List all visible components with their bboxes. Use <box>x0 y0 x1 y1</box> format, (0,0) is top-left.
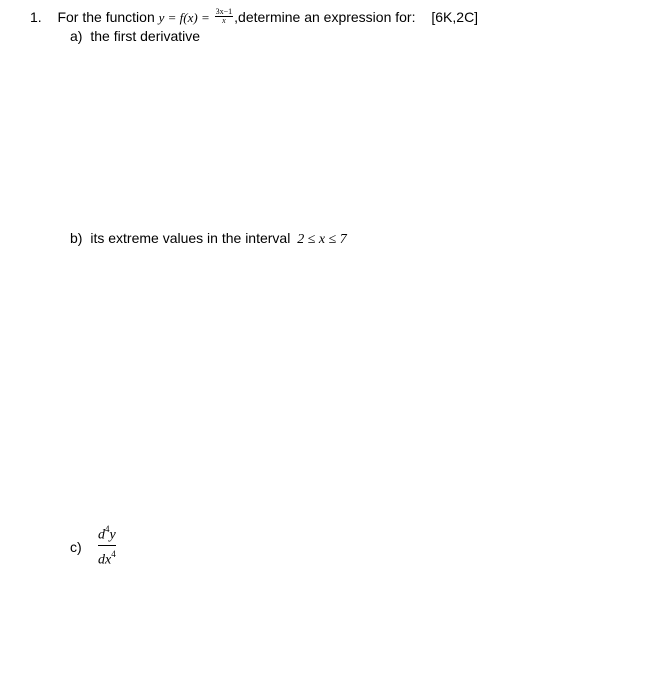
function-fraction <box>215 8 234 25</box>
function-denominator: x <box>222 15 226 25</box>
numerator-base: d <box>98 527 105 543</box>
denominator-exponent: 4 <box>111 548 116 559</box>
part-b-label: b) <box>70 230 83 246</box>
fourth-derivative-fraction <box>98 522 116 568</box>
fraction-numerator <box>98 522 116 544</box>
question-number: 1. <box>30 9 42 25</box>
part-c-label-line <box>70 538 82 556</box>
part-c-label: c) <box>70 539 82 555</box>
part-a-label: a) <box>70 28 83 44</box>
part-a <box>70 27 200 45</box>
part-b-text: its extreme values in the interval <box>90 230 291 246</box>
marks-badge: [6K,2C] <box>431 9 479 25</box>
fraction-denominator <box>98 547 116 569</box>
question-intro: For the function <box>57 9 155 25</box>
part-b-interval: 2 ≤ x ≤ 7 <box>297 232 347 247</box>
question-intro-suffix: ,determine an expression for: <box>234 9 416 25</box>
question-line <box>30 8 478 27</box>
numerator-exponent: 4 <box>105 524 110 534</box>
fraction-bar <box>98 545 116 546</box>
function-numerator: 3x−1 <box>215 6 233 16</box>
part-b <box>70 229 347 249</box>
function-lhs: y = f(x) = <box>158 10 210 25</box>
denominator-base: dx <box>98 552 112 568</box>
part-a-text: the first derivative <box>90 28 201 44</box>
numerator-variable: y <box>109 527 116 543</box>
